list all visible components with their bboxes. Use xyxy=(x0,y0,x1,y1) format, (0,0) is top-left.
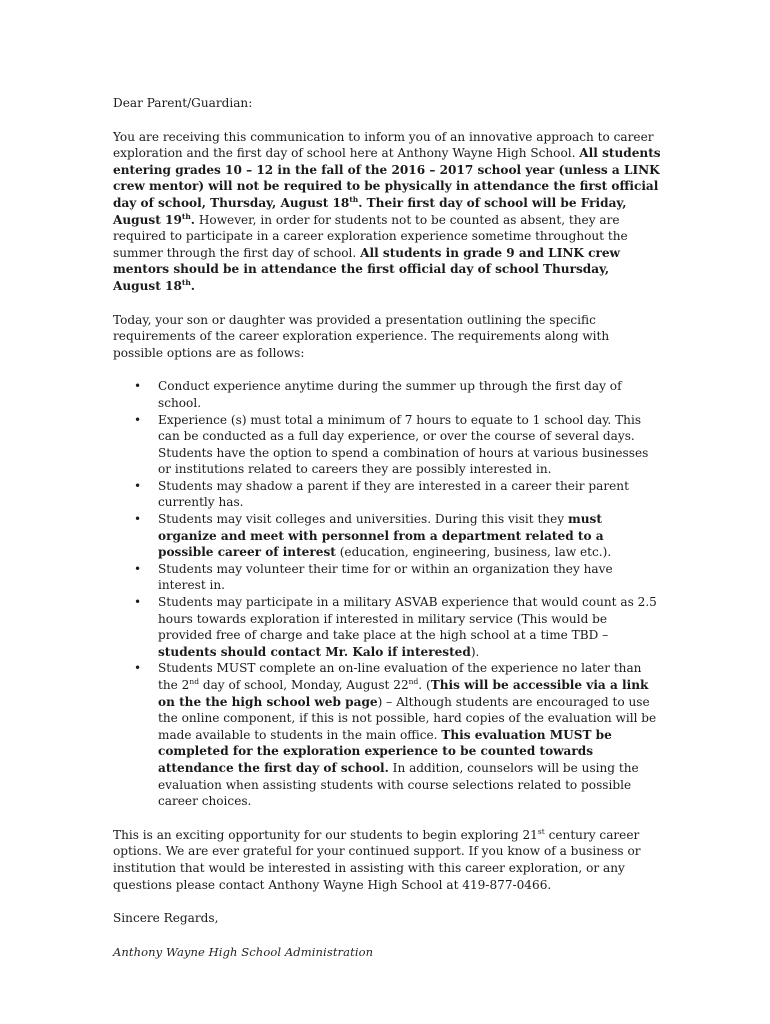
superscript: st xyxy=(537,826,545,836)
intro-bold-grade9-notice: All students in grade 9 and LINK crew mentors should be in attendance the first official day of school Thursday, August 18th. xyxy=(113,245,620,293)
list-item: • Students may participate in a military ASVAB experience that would count as 2.5 hours towards exploration if interested in military service (This would be provided free of charge and take place at the high school at a time TBD – students should contact Mr. Kalo if interested). xyxy=(158,594,661,660)
intro-paragraph xyxy=(113,129,661,295)
closing-paragraph: This is an exciting opportunity for our students to begin exploring 21st century career options. We are ever grateful for your continued support. If you know of a business or institution that would be interested in assisting with this career exploration, or any questions please contact Anthony Wayne High School at 419-877-0466. xyxy=(113,826,641,892)
list-item: • Students may volunteer their time for or within an organization they have interest in. xyxy=(158,561,661,594)
requirements-intro-paragraph: Today, your son or daughter was provided a presentation outlining the specific requirements of the career exploration experience. The requirements along with possible options are as follows: xyxy=(113,312,610,360)
list-item: • Students MUST complete an on-line evaluation of the experience no later than the 2nd day of school, Monday, August 22nd. (This will be accessible via a link on the the high school web page) – Although students are encouraged to use the online component, if this is not possible, hard copies of the evaluation will be made available to students in the main office. This evaluation MUST be completed for the exploration experience to be counted towards attendance the first day of school. In addition, counselors will be using the evaluation when assisting students with course selections related to possible career choices. xyxy=(158,660,661,809)
list-item: • Conduct experience anytime during the summer up through the first day of school. xyxy=(158,378,661,411)
salutation: Dear Parent/Guardian: xyxy=(113,96,253,110)
signature: Anthony Wayne High School Administration xyxy=(113,944,374,959)
intro-text: You are receiving this communication to inform you of an innovative approach to career exploration and the first day of school here at Anthony Wayne High School. xyxy=(113,129,654,161)
superscript: th xyxy=(181,277,191,287)
superscript: nd xyxy=(189,676,199,686)
list-item: • Students may visit colleges and universities. During this visit they must organize and meet with personnel from a department related to a possible career of interest (education, engineering, business, law etc.). xyxy=(158,511,661,561)
superscript: nd xyxy=(408,676,419,686)
closing-line: Sincere Regards, xyxy=(113,911,219,926)
letter-page xyxy=(113,95,661,960)
list-item: • Experience (s) must total a minimum of 7 hours to equate to 1 school day. This can be conducted as a full day experience, or over the course of several days. Students have the option to spend a combination of hours at various businesses or institutions related to careers they are possibly interested in. xyxy=(158,412,661,478)
intro-bold-grades-notice: All students entering grades 10 – 12 in the fall of the 2016 – 2017 school year (unless a LINK crew mentor) will not be required to be physically in attendance the first official day of school, Thursday, August 18th. Their first day of school will be Friday, August 19th. xyxy=(113,146,661,227)
superscript: th xyxy=(181,211,191,221)
list-item: • Students may shadow a parent if they are interested in a career their parent currently has. xyxy=(158,478,661,511)
intro-absence-text: However, in order for students not to be counted as absent, they are required to participate in a career exploration experience sometime throughout the summer through the first day of school. xyxy=(113,212,628,260)
superscript: th xyxy=(349,194,359,204)
requirements-list xyxy=(113,378,661,809)
